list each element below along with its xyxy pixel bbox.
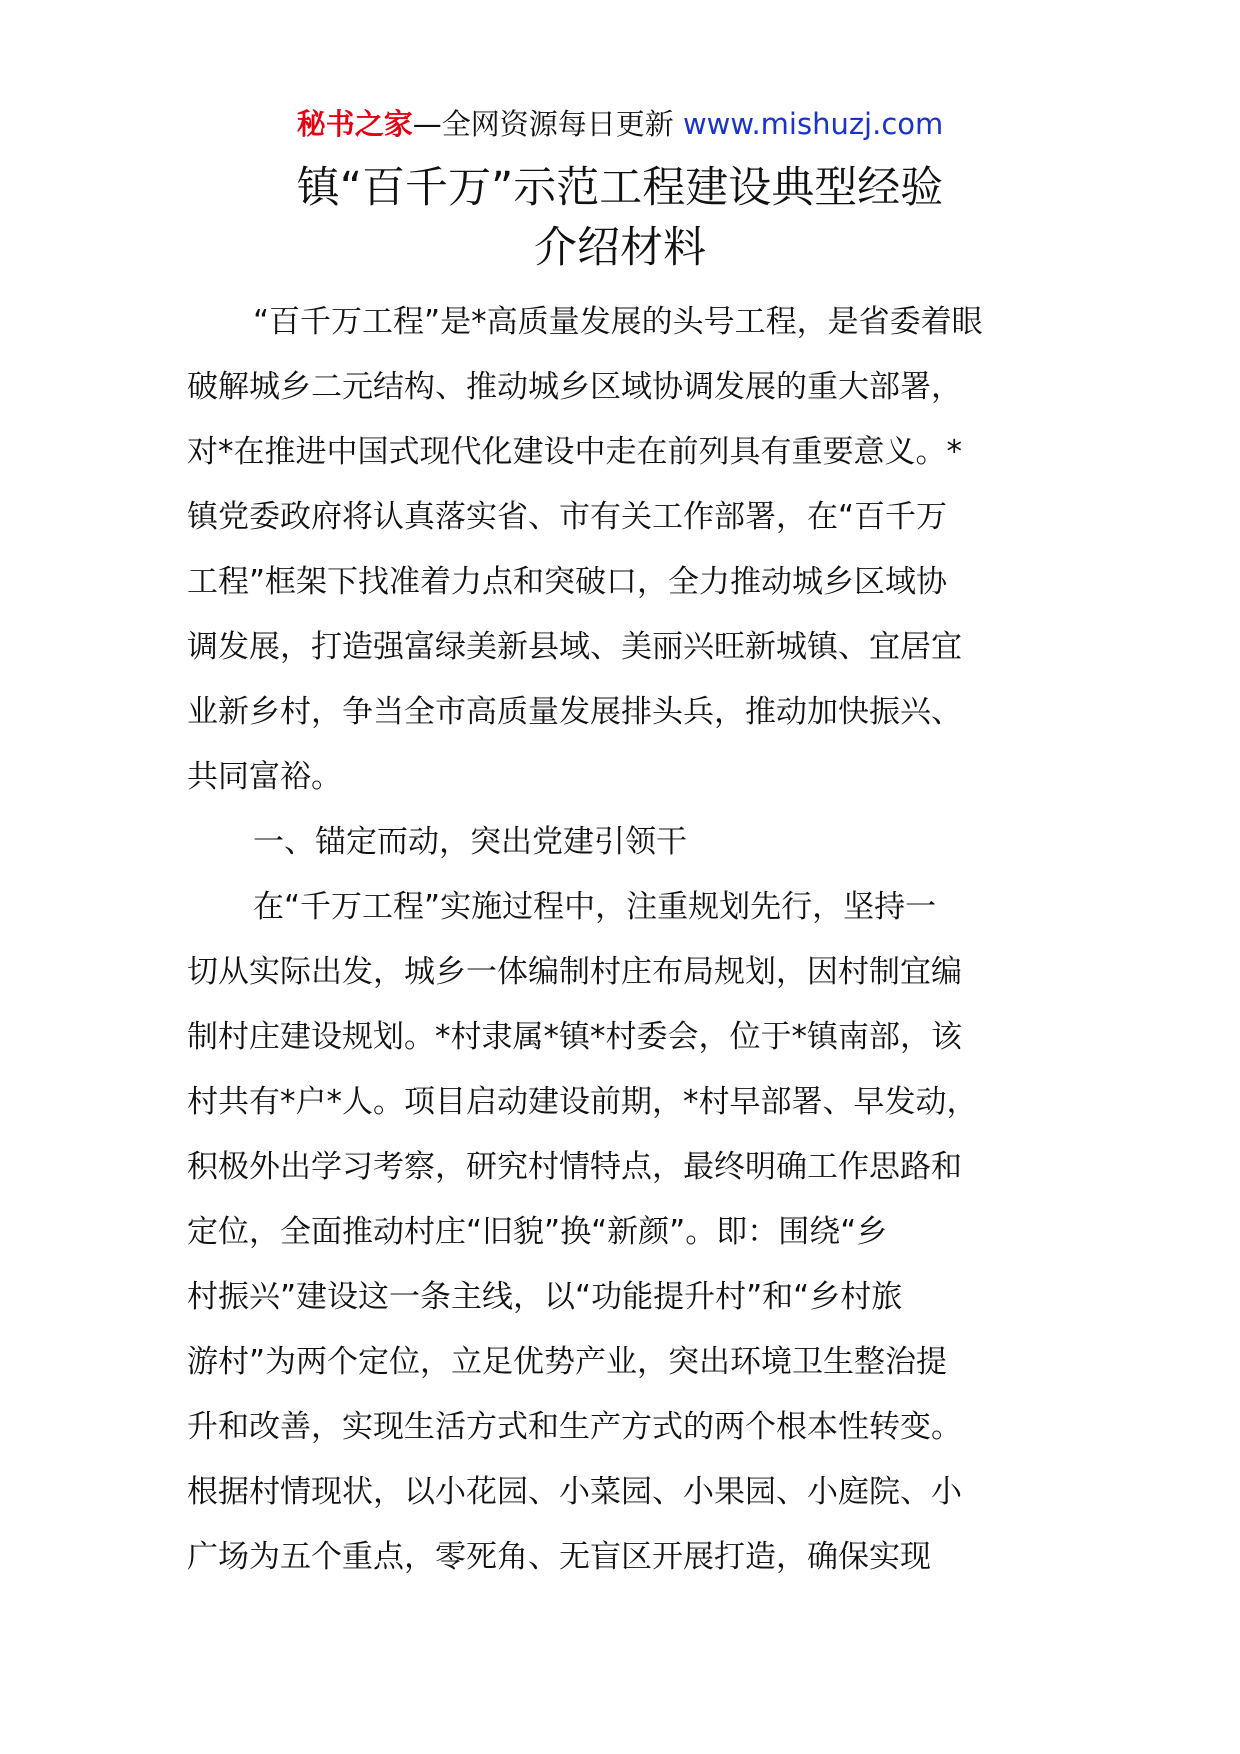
brand-name: 秘书之家 (296, 107, 413, 141)
paragraph-line: 工程”框架下找准着力点和突破口，全力推动城乡区域协 (187, 564, 948, 600)
title-line-2: 介绍材料 (534, 223, 706, 273)
paragraph-line: 共同富裕。 (187, 759, 342, 795)
source-banner (0, 104, 1240, 144)
document-body (187, 290, 1067, 1590)
paragraph-line: 升和改善，实现生活方式和生产方式的两个根本性转变。 (187, 1409, 962, 1445)
paragraph-line: 对*在推进中国式现代化建设中走在前列具有重要意义。* (187, 434, 962, 470)
section-heading: 一、锚定而动，突出党建引领干 (253, 824, 687, 860)
paragraph-line: 根据村情现状，以小花园、小菜园、小果园、小庭院、小 (187, 1474, 962, 1510)
paragraph-line: 制村庄建设规划。*村隶属*镇*村委会，位于*镇南部，该 (187, 1019, 962, 1055)
banner-slogan: —全网资源每日更新 (412, 107, 683, 141)
paragraph-line: 破解城乡二元结构、推动城乡区域协调发展的重大部署， (187, 369, 962, 405)
paragraph-line: 游村”为两个定位，立足优势产业，突出环境卫生整治提 (187, 1344, 948, 1380)
paragraph-line: 镇党委政府将认真落实省、市有关工作部署，在“百千万 (187, 499, 948, 535)
paragraph-line: 在“千万工程”实施过程中，注重规划先行，坚持一 (253, 889, 937, 925)
paragraph-line: 定位，全面推动村庄“旧貌”换“新颜”。即：围绕“乡 (187, 1214, 888, 1250)
title-line-1: 镇“百千万”示范工程建设典型经验 (296, 163, 944, 213)
paragraph-line: 村振兴”建设这一条主线，以“功能提升村”和“乡村旅 (187, 1279, 903, 1315)
paragraph-line: “百千万工程”是*高质量发展的头号工程，是省委着眼 (253, 304, 983, 340)
paragraph-line: 业新乡村，争当全市高质量发展排头兵，推动加快振兴、 (187, 694, 962, 730)
paragraph-line: 切从实际出发，城乡一体编制村庄布局规划，因村制宜编 (187, 954, 962, 990)
paragraph-line: 积极外出学习考察，研究村情特点，最终明确工作思路和 (187, 1149, 962, 1185)
document-title (0, 158, 1240, 278)
paragraph-line: 村共有*户*人。项目启动建设前期，*村早部署、早发动， (187, 1084, 978, 1120)
site-url[interactable]: www.mishuzj.com (682, 107, 944, 141)
paragraph-line: 广场为五个重点，零死角、无盲区开展打造，确保实现 (187, 1539, 931, 1575)
paragraph-line: 调发展，打造强富绿美新县域、美丽兴旺新城镇、宜居宜 (187, 629, 962, 665)
